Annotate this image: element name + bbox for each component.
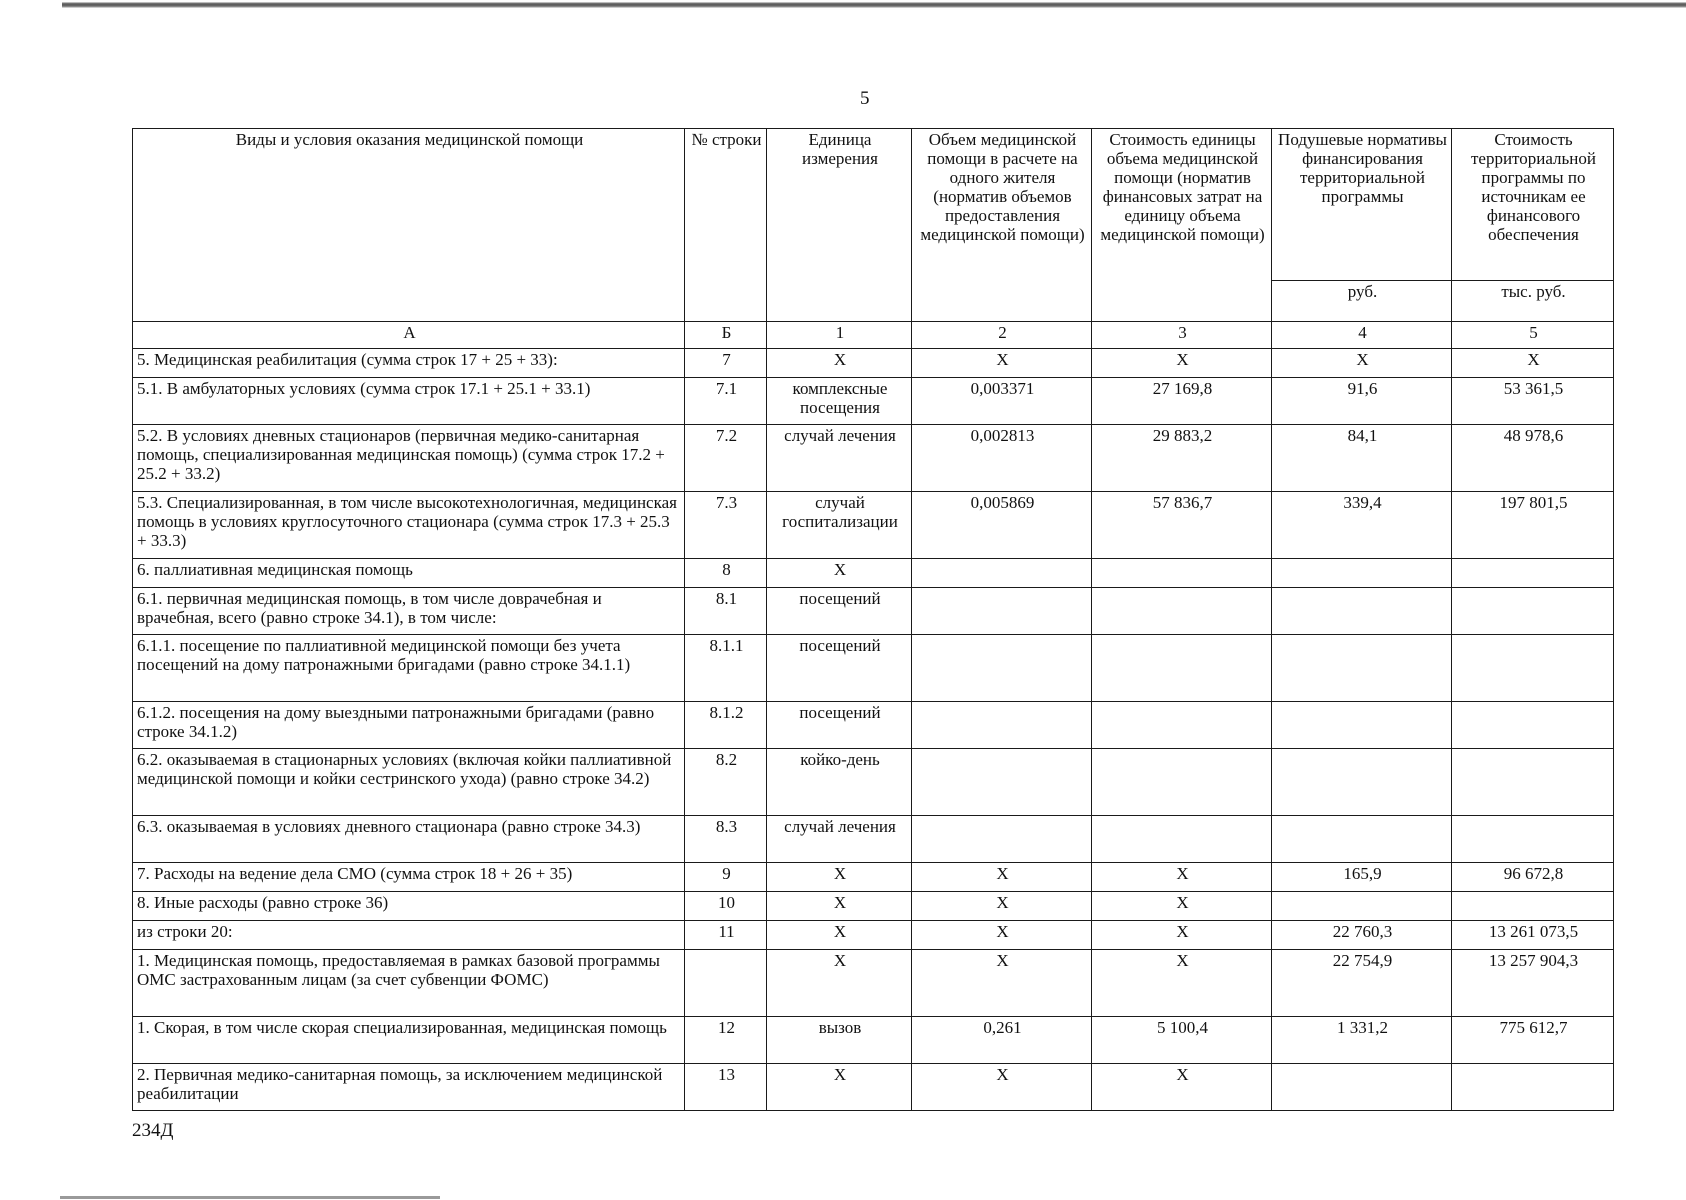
cell-volume: 0,002813 <box>912 425 1092 492</box>
cell-volume: X <box>912 950 1092 1017</box>
header-col-4: Подушевые нормативы финансирования территориальной программы <box>1272 129 1452 281</box>
cell-unit: случай лечения <box>767 816 912 863</box>
cell-volume <box>912 559 1092 588</box>
cell-line: 8.1 <box>685 588 767 635</box>
table-row <box>133 816 1614 863</box>
cell-volume: X <box>912 349 1092 378</box>
cell-name: 6.1.1. посещение по паллиативной медицинской помощи без учета посещений на дому патронажными бригадами (равно строке 34.1.1) <box>133 635 685 702</box>
cell-volume <box>912 635 1092 702</box>
cell-cost: X <box>1092 1064 1272 1111</box>
cell-per-capita: X <box>1272 349 1452 378</box>
cell-unit: X <box>767 559 912 588</box>
cell-total <box>1452 816 1614 863</box>
header-unit-5: тыс. руб. <box>1452 281 1614 322</box>
cell-total: 96 672,8 <box>1452 863 1614 892</box>
cell-cost <box>1092 588 1272 635</box>
cell-line: 8.1.2 <box>685 702 767 749</box>
table-row <box>133 378 1614 425</box>
cell-volume <box>912 702 1092 749</box>
table-row <box>133 635 1614 702</box>
table-row <box>133 559 1614 588</box>
cell-name: 5. Медицинская реабилитация (сумма строк 17 + 25 + 33): <box>133 349 685 378</box>
cell-cost: X <box>1092 892 1272 921</box>
cell-cost: 27 169,8 <box>1092 378 1272 425</box>
table-row <box>133 749 1614 816</box>
cell-name: 2. Первичная медико-санитарная помощь, за исключением медицинской реабилитации <box>133 1064 685 1111</box>
cell-unit: X <box>767 892 912 921</box>
cell-volume <box>912 588 1092 635</box>
table-row <box>133 1017 1614 1064</box>
index-cell: А <box>133 322 685 349</box>
cell-per-capita <box>1272 635 1452 702</box>
cell-volume <box>912 816 1092 863</box>
table-row <box>133 702 1614 749</box>
scan-edge-top <box>62 0 1686 8</box>
cell-volume: X <box>912 892 1092 921</box>
header-col-5: Стоимость территориальной программы по источникам ее финансового обеспечения <box>1452 129 1614 281</box>
cell-volume: 0,003371 <box>912 378 1092 425</box>
header-col-a: Виды и условия оказания медицинской помощи <box>133 129 685 322</box>
cell-line: 7.1 <box>685 378 767 425</box>
cell-line: 8.1.1 <box>685 635 767 702</box>
cell-line: 11 <box>685 921 767 950</box>
header-row <box>133 129 1614 281</box>
cell-name: 5.1. В амбулаторных условиях (сумма строк 17.1 + 25.1 + 33.1) <box>133 378 685 425</box>
table-row <box>133 492 1614 559</box>
cell-unit: X <box>767 1064 912 1111</box>
index-cell: 3 <box>1092 322 1272 349</box>
cell-volume: X <box>912 863 1092 892</box>
cell-per-capita: 84,1 <box>1272 425 1452 492</box>
cell-total <box>1452 635 1614 702</box>
cell-name: 6. паллиативная медицинская помощь <box>133 559 685 588</box>
cell-total <box>1452 1064 1614 1111</box>
cell-volume: X <box>912 1064 1092 1111</box>
index-cell: 5 <box>1452 322 1614 349</box>
table-row <box>133 950 1614 1017</box>
cell-per-capita <box>1272 1064 1452 1111</box>
cell-cost: X <box>1092 349 1272 378</box>
cell-name: 1. Медицинская помощь, предоставляемая в рамках базовой программы ОМС застрахованным лицам (за счет субвенции ФОМС) <box>133 950 685 1017</box>
table-row <box>133 863 1614 892</box>
index-cell: 4 <box>1272 322 1452 349</box>
table-row <box>133 1064 1614 1111</box>
header-col-2: Объем медицинской помощи в расчете на одного жителя (норматив объемов предоставления медицинской помощи) <box>912 129 1092 322</box>
table-row <box>133 425 1614 492</box>
cell-cost <box>1092 559 1272 588</box>
cell-unit: случай лечения <box>767 425 912 492</box>
cell-volume: X <box>912 921 1092 950</box>
cell-total <box>1452 559 1614 588</box>
table-row <box>133 892 1614 921</box>
cell-line: 8.2 <box>685 749 767 816</box>
cell-line: 8.3 <box>685 816 767 863</box>
table-row <box>133 349 1614 378</box>
cell-line: 7.2 <box>685 425 767 492</box>
cell-line: 7 <box>685 349 767 378</box>
cell-cost <box>1092 635 1272 702</box>
cell-cost: 29 883,2 <box>1092 425 1272 492</box>
cell-name: 6.2. оказываемая в стационарных условиях (включая койки паллиативной медицинской помощи и койки сестринского ухода) (равно строке 34.2) <box>133 749 685 816</box>
cell-name: 7. Расходы на ведение дела СМО (сумма строк 18 + 26 + 35) <box>133 863 685 892</box>
cell-cost <box>1092 816 1272 863</box>
cell-line: 13 <box>685 1064 767 1111</box>
cell-total: 13 261 073,5 <box>1452 921 1614 950</box>
header-col-1: Единица измерения <box>767 129 912 322</box>
cell-name: 5.2. В условиях дневных стационаров (первичная медико-санитарная помощь, специализированная медицинская помощь) (сумма строк 17.2 + 25.2 + 33.2) <box>133 425 685 492</box>
cell-name: 6.1. первичная медицинская помощь, в том числе доврачебная и врачебная, всего (равно строке 34.1), в том числе: <box>133 588 685 635</box>
cell-unit: X <box>767 863 912 892</box>
table-row <box>133 921 1614 950</box>
cell-per-capita: 339,4 <box>1272 492 1452 559</box>
cell-per-capita <box>1272 702 1452 749</box>
index-cell: 2 <box>912 322 1092 349</box>
cell-cost: 57 836,7 <box>1092 492 1272 559</box>
header-col-b: № строки <box>685 129 767 322</box>
cell-per-capita <box>1272 816 1452 863</box>
index-cell: Б <box>685 322 767 349</box>
cell-unit: X <box>767 349 912 378</box>
cell-total <box>1452 588 1614 635</box>
cell-unit: посещений <box>767 588 912 635</box>
cell-per-capita: 22 760,3 <box>1272 921 1452 950</box>
cell-name: 5.3. Специализированная, в том числе высокотехнологичная, медицинская помощь в условиях круглосуточного стационара (сумма строк 17.3 + 25.3 + 33.3) <box>133 492 685 559</box>
header-col-3: Стоимость единицы объема медицинской помощи (норматив финансовых затрат на единицу объема медицинской помощи) <box>1092 129 1272 322</box>
cell-total: 13 257 904,3 <box>1452 950 1614 1017</box>
cell-line: 10 <box>685 892 767 921</box>
cell-per-capita <box>1272 588 1452 635</box>
table-row <box>133 588 1614 635</box>
index-cell: 1 <box>767 322 912 349</box>
cell-line: 8 <box>685 559 767 588</box>
cell-name: 8. Иные расходы (равно строке 36) <box>133 892 685 921</box>
cell-volume <box>912 749 1092 816</box>
cell-total <box>1452 749 1614 816</box>
cell-cost <box>1092 702 1272 749</box>
cell-per-capita: 22 754,9 <box>1272 950 1452 1017</box>
cell-unit: комплексные посещения <box>767 378 912 425</box>
cell-per-capita <box>1272 559 1452 588</box>
page-number: 5 <box>860 88 870 109</box>
table-body <box>133 349 1614 1111</box>
cell-cost: 5 100,4 <box>1092 1017 1272 1064</box>
header-unit-4: руб. <box>1272 281 1452 322</box>
cell-total: 53 361,5 <box>1452 378 1614 425</box>
cell-per-capita: 1 331,2 <box>1272 1017 1452 1064</box>
cell-cost: X <box>1092 863 1272 892</box>
cell-name: 1. Скорая, в том числе скорая специализированная, медицинская помощь <box>133 1017 685 1064</box>
cell-total: 775 612,7 <box>1452 1017 1614 1064</box>
cell-per-capita <box>1272 892 1452 921</box>
cell-unit: вызов <box>767 1017 912 1064</box>
cell-total <box>1452 702 1614 749</box>
cell-unit: X <box>767 921 912 950</box>
footer-code: 234Д <box>132 1120 174 1141</box>
cell-line: 9 <box>685 863 767 892</box>
cell-unit: X <box>767 950 912 1017</box>
program-cost-table <box>132 128 1614 1111</box>
cell-line: 7.3 <box>685 492 767 559</box>
cell-unit: случай госпитализации <box>767 492 912 559</box>
column-index-row <box>133 322 1614 349</box>
cell-volume: 0,261 <box>912 1017 1092 1064</box>
cell-unit: посещений <box>767 635 912 702</box>
cell-total: 197 801,5 <box>1452 492 1614 559</box>
cell-cost <box>1092 749 1272 816</box>
cell-cost: X <box>1092 921 1272 950</box>
cell-line <box>685 950 767 1017</box>
cell-per-capita: 165,9 <box>1272 863 1452 892</box>
cell-volume: 0,005869 <box>912 492 1092 559</box>
cell-total: X <box>1452 349 1614 378</box>
cell-total: 48 978,6 <box>1452 425 1614 492</box>
cell-cost: X <box>1092 950 1272 1017</box>
cell-total <box>1452 892 1614 921</box>
cell-per-capita: 91,6 <box>1272 378 1452 425</box>
cell-line: 12 <box>685 1017 767 1064</box>
cell-unit: койко-день <box>767 749 912 816</box>
cell-name: 6.3. оказываемая в условиях дневного стационара (равно строке 34.3) <box>133 816 685 863</box>
cell-unit: посещений <box>767 702 912 749</box>
cell-name: из строки 20: <box>133 921 685 950</box>
cell-per-capita <box>1272 749 1452 816</box>
cell-name: 6.1.2. посещения на дому выездными патронажными бригадами (равно строке 34.1.2) <box>133 702 685 749</box>
scan-edge-bottom <box>60 1196 440 1199</box>
